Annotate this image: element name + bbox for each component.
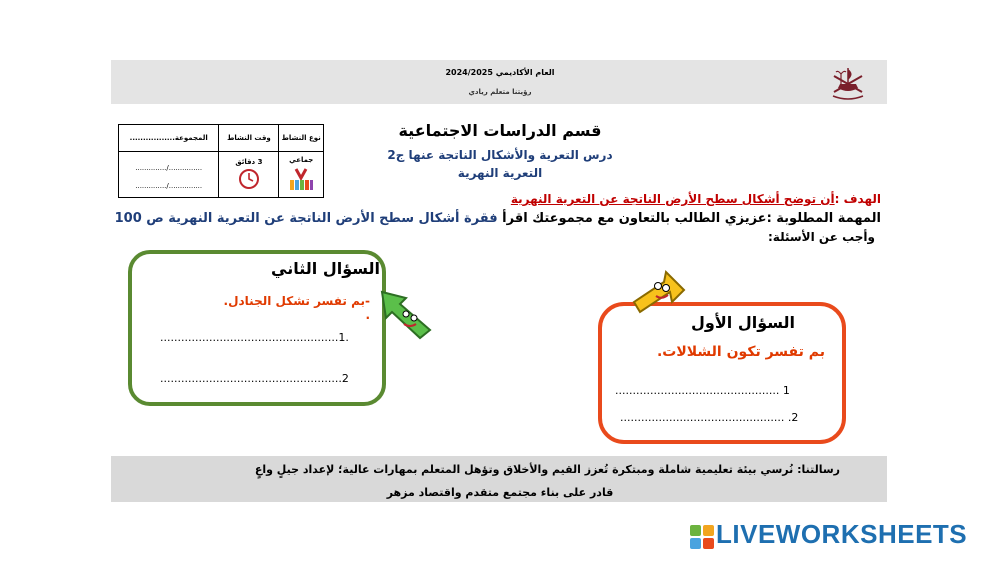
task-reference: فقرة أشكال سطح الأرض الناتجة عن التعرية النهرية ص	[146, 211, 498, 226]
activity-time-label: وقت النشاط	[219, 125, 279, 152]
activity-info-table	[118, 124, 324, 198]
question-1-text: بم تفسر تكون الشلالات.	[656, 344, 825, 360]
activity-type-cell	[279, 152, 324, 198]
activity-time-cell	[219, 152, 279, 198]
header-band	[111, 60, 887, 104]
activity-type-label: نوع النشاط	[279, 125, 324, 152]
question-1-answer-line-1[interactable]: ............................................... 1	[615, 384, 790, 397]
mission-line-1: رسالتنا: نُرسي بيئة تعليمية شاملة ومبتكرة تُعزز القيم والأخلاق وتؤهل المتعلم بمهارات عالية؛ لإعداد جيلٍ واعٍ	[254, 463, 840, 476]
task-line	[115, 211, 881, 226]
goal-label: الهدف :	[834, 192, 881, 206]
dotted-fields	[119, 152, 219, 198]
mission-line-2: قادر على بناء مجتمع متقدم واقتصاد مزهر	[386, 486, 614, 499]
activity-time-value: 3 دقائق	[235, 157, 263, 166]
goal-line	[511, 192, 881, 206]
activity-type-value: جماعي	[289, 155, 314, 164]
liveworksheets-wordmark[interactable]: LIVEWORKSHEETS	[716, 519, 968, 549]
question-2-text: -بم تفسر تشكل الجنادل. .	[223, 294, 370, 322]
task-text: عزيزي الطالب بالتعاون مع مجموعتك اقرأ	[497, 211, 767, 226]
question-2-answer-line-2[interactable]: ....................................................2	[160, 372, 349, 385]
lesson-subtitle: التعرية النهرية	[457, 166, 543, 180]
vision-text: رؤيتنا متعلم ريادي	[468, 88, 532, 96]
academic-year: العام الأكاديمي 2024/2025	[445, 68, 555, 77]
group-label: المجموعة.................	[119, 125, 219, 152]
question-1-title: السؤال الأول	[691, 313, 795, 332]
school-emblem-icon	[828, 64, 868, 102]
liveworksheets-logo-icon	[690, 525, 714, 549]
goal-text: أن توضح أشكال سطح الأرض الناتجة عن التعرية النهرية	[510, 192, 835, 206]
group-people-icon	[288, 166, 314, 192]
yellow-arrow-icon	[626, 268, 688, 318]
clock-icon	[238, 168, 260, 190]
dotted-field-2: .............../..............	[135, 181, 203, 190]
department-title: قسم الدراسات الاجتماعية	[398, 121, 602, 140]
task-label: المهمة المطلوبة :	[766, 211, 881, 226]
green-arrow-icon	[376, 286, 438, 342]
question-1-answer-line-2[interactable]: ............................................... .2	[620, 411, 799, 424]
lesson-title: درس التعرية والأشكال الناتجة عنها ج2	[387, 148, 613, 162]
task-page: 100	[114, 211, 142, 226]
answer-instruction: وأجب عن الأسئلة:	[768, 230, 875, 244]
question-2-title: السؤال الثاني	[271, 259, 380, 278]
dotted-field-1: .............../..............	[135, 163, 203, 172]
question-2-answer-line-1[interactable]: ...................................................1.	[160, 331, 349, 344]
